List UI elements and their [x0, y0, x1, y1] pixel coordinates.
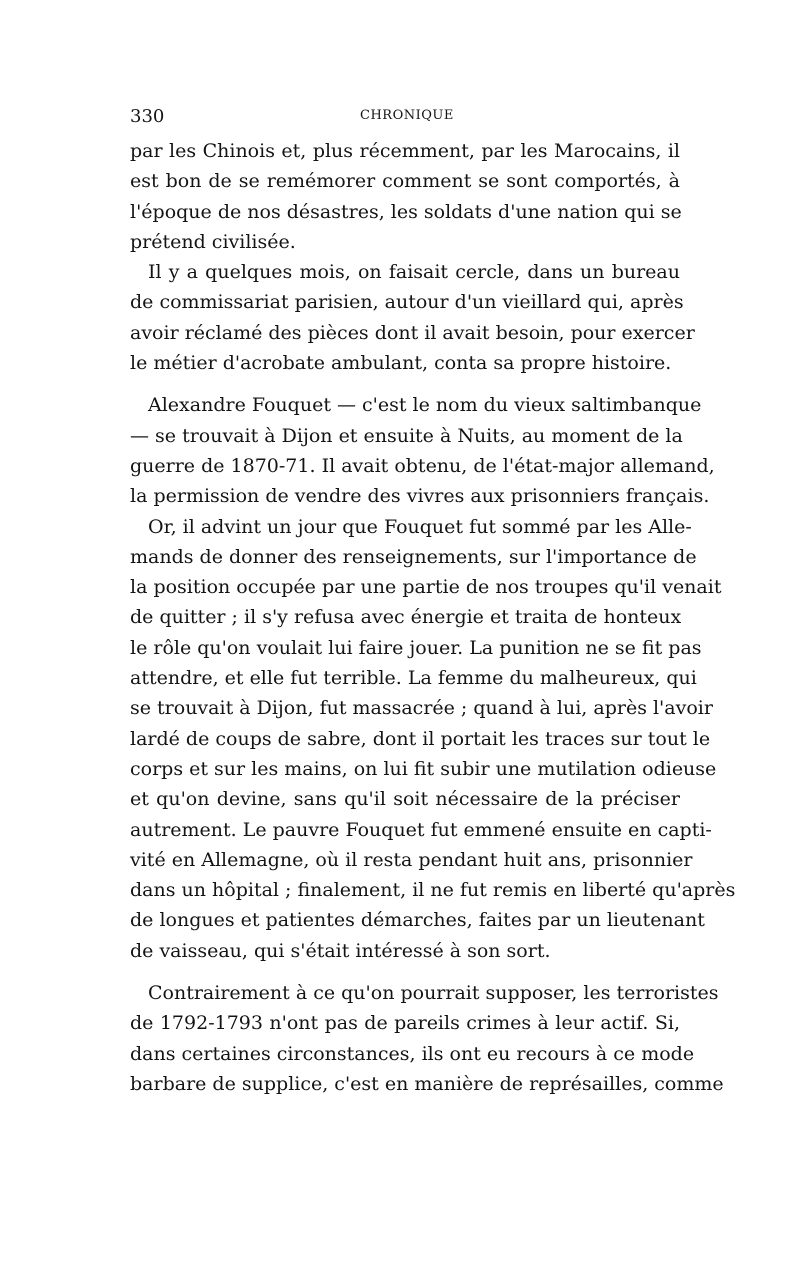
text-line: Il y a quelques mois, on faisait cercle, dans un bureau: [148, 261, 680, 284]
running-title: CHRONIQUE: [360, 108, 454, 123]
paragraph-5: [130, 978, 724, 1099]
text-line: la permission de vendre des vivres aux prisonniers français.: [130, 485, 710, 508]
paragraph-2: [130, 257, 695, 378]
text-line: mands de donner des renseignements, sur l'importance de: [130, 545, 697, 568]
text-line: — se trouvait à Dijon et ensuite à Nuits, au moment de la: [130, 424, 683, 447]
text-line: dans certaines circonstances, ils ont eu recours à ce mode: [130, 1042, 695, 1065]
text-line: Or, il advint un jour que Fouquet fut sommé par les Alle-: [148, 515, 692, 538]
book-page: [130, 100, 736, 1099]
text-line: lardé de coups de sabre, dont il portait les traces sur tout le: [130, 727, 711, 750]
text-line: se trouvait à Dijon, fut massacrée ; quand à lui, après l'avoir: [130, 697, 713, 720]
text-line: autrement. Le pauvre Fouquet fut emmené ensuite en capti-: [130, 818, 712, 841]
text-line: avoir réclamé des pièces dont il avait besoin, pour exercer: [130, 321, 695, 344]
paragraph-1: [130, 136, 680, 257]
paragraph-4: [130, 512, 736, 966]
text-line: Alexandre Fouquet — c'est le nom du vieux saltimbanque: [148, 394, 702, 417]
text-line: attendre, et elle fut terrible. La femme du malheureux, qui: [130, 667, 697, 690]
text-line: de vaisseau, qui s'était intéressé à son sort.: [130, 939, 551, 962]
text-line: Contrairement à ce qu'on pourrait supposer, les terroristes: [148, 982, 719, 1005]
text-line: vité en Allemagne, où il resta pendant huit ans, prisonnier: [130, 848, 693, 871]
paragraph-gap: [130, 378, 680, 390]
text-line: dans un hôpital ; finalement, il ne fut remis en liberté qu'après: [130, 879, 736, 902]
paragraph-3: [130, 390, 715, 511]
text-line: est bon de se remémorer comment se sont comportés, à: [130, 170, 680, 193]
text-line: de 1792-1793 n'ont pas de pareils crimes à leur actif. Si,: [130, 1012, 680, 1035]
text-line: et qu'on devine, sans qu'il soit nécessaire de la préciser: [130, 788, 680, 811]
paragraph-gap: [130, 966, 680, 978]
text-line: le métier d'acrobate ambulant, conta sa propre histoire.: [130, 352, 672, 375]
text-line: l'époque de nos désastres, les soldats d'une nation qui se: [130, 200, 682, 223]
text-line: la position occupée par une partie de nos troupes qu'il venait: [130, 576, 722, 599]
text-line: par les Chinois et, plus récemment, par les Marocains, il: [130, 140, 680, 162]
text-line: de commissariat parisien, autour d'un vieillard qui, après: [130, 291, 684, 314]
text-line: guerre de 1870-71. Il avait obtenu, de l'état-major allemand,: [130, 454, 715, 477]
page-number: 330: [130, 106, 165, 127]
running-head: [130, 100, 680, 136]
text-line: corps et sur les mains, on lui fit subir une mutilation odieuse: [130, 757, 717, 780]
text-line: de quitter ; il s'y refusa avec énergie et traita de honteux: [130, 606, 682, 629]
text-line: de longues et patientes démarches, faites par un lieutenant: [130, 909, 705, 932]
text-line: barbare de supplice, c'est en manière de représailles, comme: [130, 1072, 724, 1095]
text-line: prétend civilisée.: [130, 230, 296, 253]
text-line: le rôle qu'on voulait lui faire jouer. La punition ne se fit pas: [130, 636, 702, 659]
